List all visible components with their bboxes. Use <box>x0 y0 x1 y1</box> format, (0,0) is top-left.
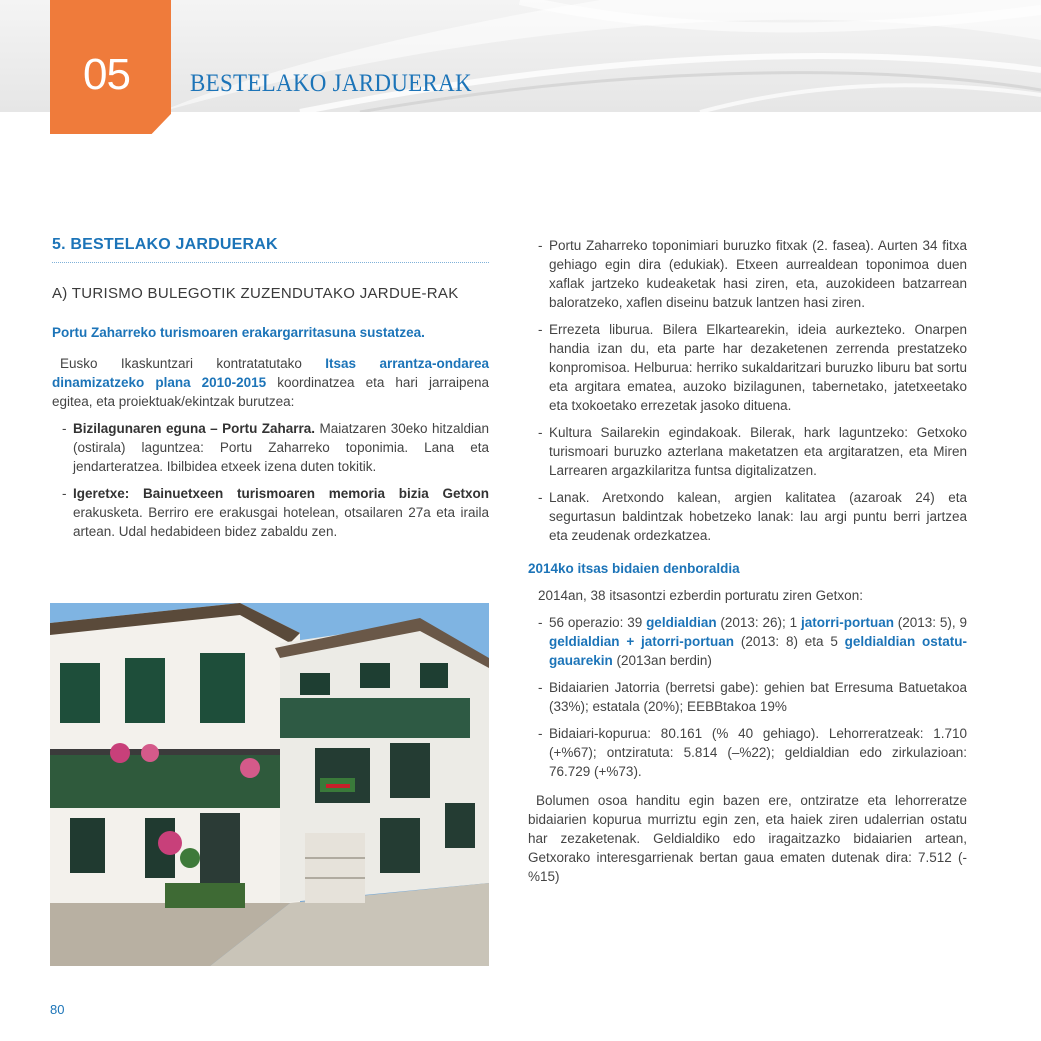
chapter-title: BESTELAKO JARDUERAK <box>190 70 472 97</box>
list-item: - Portu Zaharreko toponimiari buruzko fitxak (2. fasea). Aurten 34 fitxa gehiago egin dira (edukiak). Etxeen aurrealdean toponimoa duen xaflak jartzeko kudeaketak hasi ziren, eta, auzokideen batzarrean baloratzeko, xaflen diseinu batzuk lantzen hasi ziren. <box>538 238 967 310</box>
left-bullet-list <box>52 419 489 541</box>
bullet-highlight: jatorri-portuan <box>800 615 894 630</box>
bullet-text: Lanak. Aretxondo kalean, argien kalitatea (azaroak 24) eta segurtasun baldintzak hobetzeko lanak: lau argi puntu berri jartzea eta zeudenak ordezkatzea. <box>549 490 967 543</box>
bullet-text: Bidaiarien Jatorria (berretsi gabe): gehien bat Erresuma Batuetakoa (33%); estatala (20%); EEBBtakoa 19% <box>549 680 967 714</box>
bullet-text: erakusketa. Berriro ere erakusgai hotelean, otsailaren 27a eta iraila artean. Udal hedabideen bidez zabaldu zen. <box>73 505 489 539</box>
house-photo <box>50 603 489 966</box>
bullet-text: (2013: 8) eta 5 <box>734 634 845 649</box>
cruise-title: 2014ko itsas bidaien denboraldia <box>528 561 740 576</box>
chapter-number: 05 <box>83 50 130 99</box>
bullet-text: (2013: 5), 9 <box>893 615 967 630</box>
bullet-text: 56 operazio: 39 <box>549 615 647 630</box>
right-bullet-list <box>528 236 967 545</box>
intro-paragraph <box>52 354 489 411</box>
intro-text-1: Eusko Ikaskuntzari kontratatutako <box>60 356 326 371</box>
topic-title: Portu Zaharreko turismoaren erakargarritasuna sustatzea. <box>52 325 425 340</box>
section-divider <box>52 262 489 263</box>
bullet-text: Portu Zaharreko toponimiari buruzko fitxak (2. fasea). Aurten 34 fitxa gehiago egin dira (edukiak). Etxeen aurrealdean toponimoa duen xaflak jartzeko kudeaketak hasi ziren, eta, auzokideen batzarrean baloratzeko, xaflen diseinu batzuk lantzen hasi ziren. <box>549 238 967 310</box>
right-column <box>528 236 967 886</box>
bullet-bold: Igeretxe: Bainuetxeen turismoaren memoria bizia Getxon <box>73 486 489 501</box>
cruise-intro: 2014an, 38 itsasontzi ezberdin porturatu ziren Getxon: <box>538 588 863 603</box>
bullet-highlight: geldialdian <box>646 615 717 630</box>
bullet-bold: Bizilagunaren eguna – Portu Zaharra. <box>73 421 316 436</box>
bullet-highlight: geldialdian ostatu-gauarekin <box>549 634 967 668</box>
list-item: - Bizilagunaren eguna – Portu Zaharra. Maiatzaren 30eko hitzaldian (ostirala) laguntzea: Portu Zaharreko toponimia. Lana eta jendarteratzea. Ibilbidea etxeek izena duten tokitik. <box>62 421 489 474</box>
cruise-bullet-list <box>528 613 967 781</box>
list-item: - Kultura Sailarekin egindakoak. Bilerak, hark laguntzeko: Getxoko turismoari buruzko azterlana maketatzen eta argitaratzen, eta Miren Larrearen argazkilaritza funtsa digitalizatzen. <box>538 425 967 478</box>
list-item: - Errezeta liburua. Bilera Elkartearekin, ideia aurkezteko. Onarpen handia izan du, eta parte har dezaketenen zerrenda prestatzeko konpromisoa. Helburua: herriko sukaldaritzari buruzko liburu bat sortu eta argitara ematea, auzoko bizilagunen, tabernetako, jatetxeetako eta txokoetako errezetak jasoko dituena. <box>538 322 967 413</box>
list-item: - Igeretxe: Bainuetxeen turismoaren memoria bizia Getxon erakusketa. Berriro ere erakusgai hotelean, otsailaren 27a eta iraila artean. Udal hedabideen bidez zabaldu zen. <box>62 486 489 539</box>
bullet-text: Errezeta liburua. Bilera Elkartearekin, ideia aurkezteko. Onarpen handia izan du, eta parte har dezaketenen zerrenda prestatzeko konpromisoa. Helburua: herriko sukaldaritzari buruzko liburu bat sortu eta argitara ematea, auzoko bizilagunen, tabernetako, jatetxeetako eta txokoetako errezetak jasoko dituena. <box>549 322 967 413</box>
bullet-text: Bidaiari-kopurua: 80.161 (% 40 gehiago). Lehorreratzeak: 1.710 (+%67); ontziratuta: 5.814 (–%22); geldialdian edo zirkulazioan: 76.729 (+%73). <box>549 726 967 779</box>
subsection-title: A) TURISMO BULEGOTIK ZUZENDUTAKO JARDUE-RAK <box>52 285 459 302</box>
list-item: - Bidaiarien Jatorria (berretsi gabe): gehien bat Erresuma Batuetakoa (33%); estatala (20%); EEBBtakoa 19% <box>538 680 967 714</box>
left-column <box>52 236 489 541</box>
bullet-text: Maiatzaren 30eko hitzaldian (ostirala) laguntzea: Portu Zaharreko toponimia. Lana eta jendarteratzea. Ibilbidea etxeek izena duten tokitik. <box>73 421 489 474</box>
page-number: 80 <box>50 1002 65 1017</box>
intro-text-2: koordinatzea eta hari jarraipena egitea, eta proiektuak/ekintzak burutzea: <box>52 375 489 409</box>
section-title: 5. BESTELAKO JARDUERAK <box>52 236 278 253</box>
bullet-text: Kultura Sailarekin egindakoak. Bilerak, hark laguntzeko: Getxoko turismoari buruzko azterlana maketatzen eta argitaratzen, eta Miren Larrearen argazkilaritza funtsa digitalizatzen. <box>549 425 967 478</box>
bullet-text: (2013: 26); 1 <box>716 615 801 630</box>
list-item: - Lanak. Aretxondo kalean, argien kalitatea (azaroak 24) eta segurtasun baldintzak hobetzeko lanak: lau argi puntu berri jartzea eta zeudenak ordezkatzea. <box>538 490 967 543</box>
list-item: - 56 operazio: 39 geldialdian (2013: 26); 1 jatorri-portuan (2013: 5), 9 geldialdian + jatorri-portuan (2013: 8) eta 5 geldialdian ostatu-gauarekin (2013an berdin) <box>538 615 967 668</box>
intro-highlight: Itsas arrantza-ondarea dinamizatzeko plana 2010-2015 <box>52 356 489 390</box>
list-item: - Bidaiari-kopurua: 80.161 (% 40 gehiago). Lehorreratzeak: 1.710 (+%67); ontziratuta: 5.814 (–%22); geldialdian edo zirkulazioan: 76.729 (+%73). <box>538 726 967 779</box>
bullet-highlight: geldialdian + jatorri-portuan <box>549 634 735 649</box>
bullet-text: (2013an berdin) <box>612 653 712 668</box>
closing-paragraph: Bolumen osoa handitu egin bazen ere, ontziratze eta lehorreratze bidaiarien kopurua murriztu egin zen, eta haiek ziren udalerrian ostatu har zezaketenak. Geldialdiko edo iragaitzazko bidaiarien artean, Getxorako interesgarrienak bertan gaua ematen dutenak dira: 7.512 (-%15) <box>528 793 967 884</box>
